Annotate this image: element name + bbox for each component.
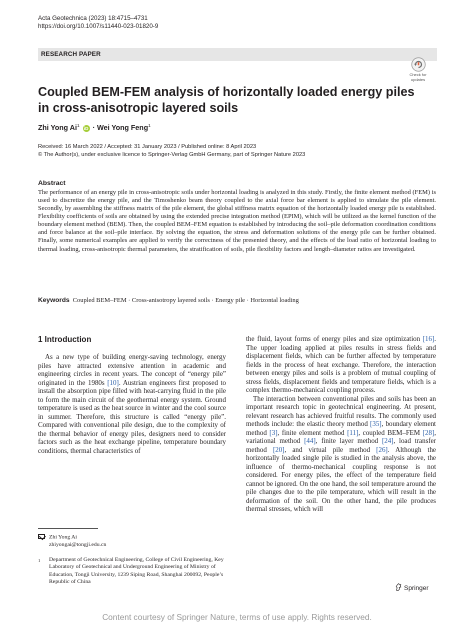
right-column (246, 335, 436, 514)
citation-link[interactable]: [24] (381, 437, 394, 446)
citation-link[interactable]: [16] (422, 335, 435, 343)
citation-link[interactable]: [3] (269, 428, 278, 437)
citation-link[interactable]: [11] (347, 428, 359, 437)
contact-name: Zhi Yong Ai (49, 534, 77, 541)
doi-link[interactable]: https://doi.org/10.1007/s11440-023-01820-9 (38, 23, 159, 31)
affiliation-number: 1 (38, 558, 41, 563)
citation-link[interactable]: [44] (304, 437, 316, 446)
orcid-icon[interactable]: iD (83, 126, 89, 131)
footnote-divider (38, 528, 98, 529)
paragraph: The interaction between conventional piles and soils has been an important research topic in geotechnical engineering. At present, relevant research has achieved fruitful results. The commonly used methods include: the elastic theory method [35], boundary element method [3], finite element method [11], coupled BEM–FEM [28], variational method [44], finite layer method [24], load transfer method [20], and virtual pile method [26]. Although the horizontally loaded single pile is studied in the analysis above, the influence of thermo-mechanical coupling response is not considered. For energy piles, the effect of the temperature field cannot be ignored. On the one hand, the soil temperature around the pile changes due to the pile temperature, which will result in the deformation of the soil. On the other hand, the pile produces thermal stresses, which will (246, 394, 437, 514)
author-name[interactable]: Zhi Yong Ai (38, 123, 77, 132)
check-for-updates[interactable] (405, 57, 431, 82)
check-for-updates-label: Check for updates (409, 72, 427, 82)
abstract-heading: Abstract (38, 180, 66, 187)
article-type: RESEARCH PAPER (41, 50, 101, 58)
paragraph: As a new type of building energy-saving technology, energy piles have attracted extensive attention in academic and engineering circles in recent years. The concept of “energy pile” originated in the 1980s [10]. Austrian engineers first proposed to install the absorption pipe filled with heat-carrying fluid in the pile to form the main circuit of the geothermal energy system. Ground temperature is used as the heat source in winter and the cool source in summer. Therefore, this structure is called “energy pile”. Compared with conventional pile design, due to the complexity of the thermal behavior of energy piles, designers need to consider factors such as the heat exchange pipeline, temperature boundary conditions, thermal characteristics of (38, 353, 226, 455)
author-separator: · (92, 123, 95, 132)
springer-horse-icon (395, 583, 402, 591)
citation-link[interactable]: [26] (376, 445, 388, 454)
section-heading: 1 Introduction (38, 335, 92, 344)
left-column (38, 353, 226, 455)
paragraph: the fluid, layout forms of energy piles and size optimization [16]. The upper loading applied at piles results in stress fields and displacement fields, which can be further affected by temperature fields in the process of heat exchange. Therefore, the interaction between energy piles and soils is a problem of mutual coupling of stress fields, displacement fields and temperature fields, which is a complex thermo-mechanical coupling process. (246, 335, 436, 395)
article-history: Received: 16 March 2022 / Accepted: 31 January 2023 / Published online: 8 April 2023 (38, 144, 257, 150)
publisher-logo (395, 583, 429, 592)
courtesy-notice: Content courtesy of Springer Nature, terms of use apply. Rights reserved. (102, 612, 372, 622)
publisher-name: Springer (404, 585, 429, 592)
abstract-text: The performance of an energy pile in cross-anisotropic soils under horizontal loading is analyzed in this study. Firstly, the finite element method (FEM) is used to discretize the energy pile, and the Timoshenko beam theory coupled to the axial force bar element is applied to simulate the pile element. Secondly, by assembling the stiffness matrix of the pile element, the global stiffness matrix equation of the horizontally loaded energy pile is established. Flexibility coefficients of soils are obtained by using the extended precise integration method (EPIM), which will be utilized as the kernel function of the boundary element method (BEM). Then, the coupled BEM–FEM equation is established by introducing the soil–pile deformation coordination conditions and force balance at the soil–pile interface. By solving the equation, the stress and deformation solutions of the energy pile can be further obtained. Finally, some numerical examples are applied to verify the correctness of the presented theory, and the effects of the load ratio of horizontal loading to thermal loading, cross-anisotropic thermal parameters, the stratification of soils, pile flexibility factors and length–diameter ratios are investigated. (38, 189, 436, 253)
article-type-band (38, 48, 437, 61)
envelope-icon (38, 534, 45, 539)
journal-header (38, 15, 158, 31)
keywords-line (38, 297, 436, 305)
journal-citation: Acta Geotechnica (2023) 18:4715–4731 (38, 15, 148, 22)
citation-link[interactable]: [20] (272, 445, 285, 454)
author-name[interactable]: Wei Yong Feng (96, 123, 149, 132)
citation-link[interactable]: [28] (422, 428, 435, 437)
affiliation-footnote (38, 557, 228, 586)
author-affiliation-mark: 1 (148, 123, 151, 128)
citation-link[interactable]: [35] (370, 420, 382, 429)
contact-email[interactable]: zhiyongai@tongji.edu.cn (49, 541, 107, 548)
keywords-text: Coupled BEM–FEM · Cross-anisotropy layered soils · Energy pile · Horizontal loading (72, 297, 299, 304)
citation-link[interactable]: [10] (107, 378, 119, 387)
author-affiliation-mark: 1 (77, 123, 80, 128)
check-for-updates-icon (411, 57, 426, 72)
author-list (38, 123, 151, 132)
corresponding-author (38, 534, 106, 549)
copyright-line: © The Author(s), under exclusive licence to Springer-Verlag GmbH Germany, part of Springer Nature 2023 (38, 152, 306, 159)
article-dates (38, 143, 305, 159)
affiliation-text: Department of Geotechnical Engineering, College of Civil Engineering, Key Laboratory of Geotechnical and Underground Engineering of Ministry of Education, Tongji University, 1239 Siping Road, Shanghai 200092, People’s Republic of China (49, 557, 224, 585)
keywords-label: Keywords (38, 297, 70, 304)
paper-title: Coupled BEM-FEM analysis of horizontally loaded energy piles in cross-anisotropic layered soils (38, 85, 415, 115)
